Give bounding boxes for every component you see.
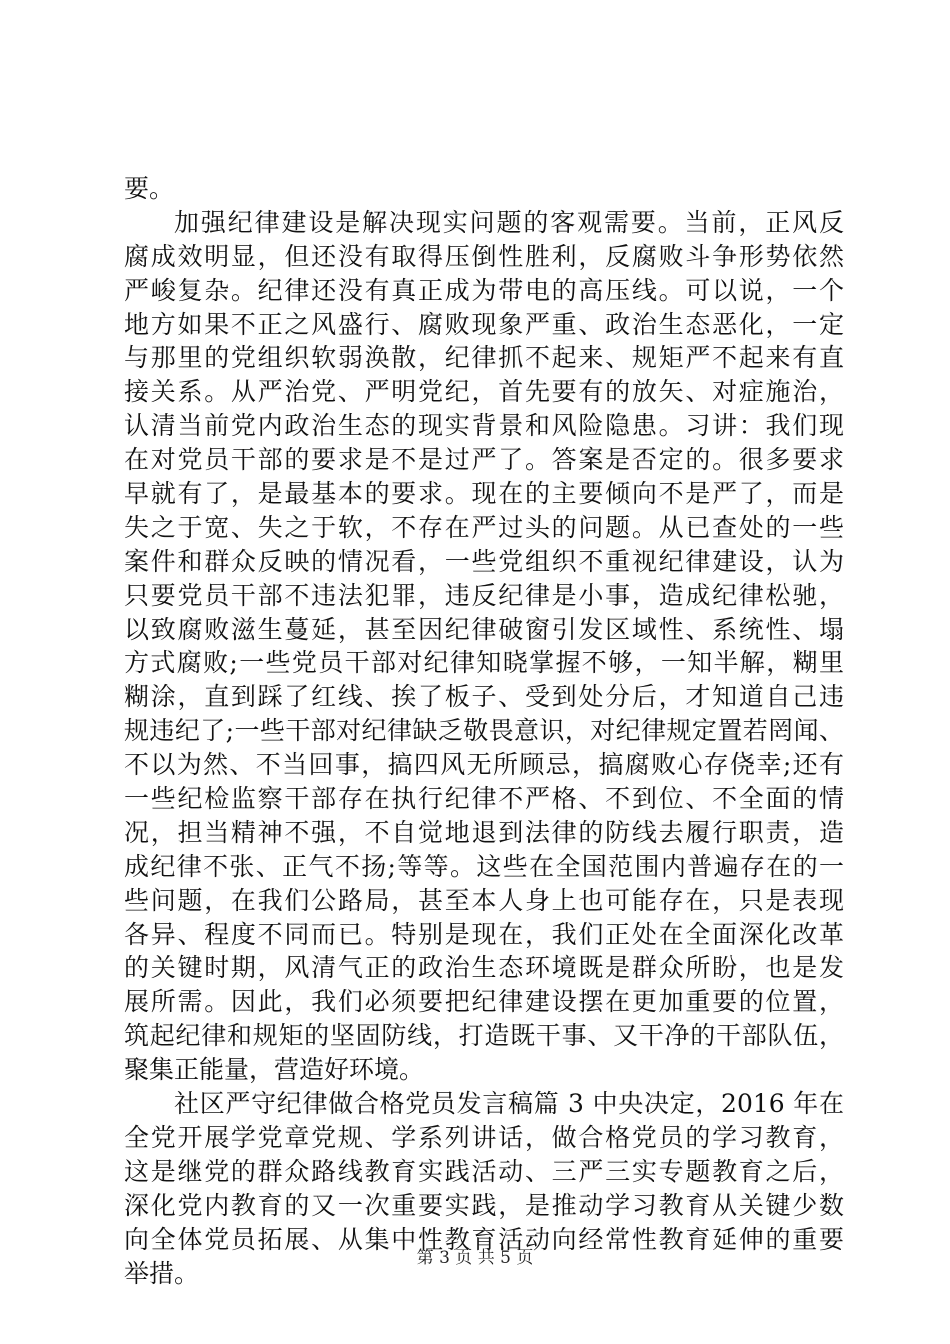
text-line: 成纪律不张、正气不扬;等等。这些在全国范围内普遍存在的一 — [124, 851, 844, 881]
document-body — [124, 172, 844, 1290]
text-line: 在对党员干部的要求是不是过严了。答案是否定的。很多要求 — [124, 445, 844, 475]
text-line: 不以为然、不当回事，搞四风无所顾忌，搞腐败心存侥幸;还有 — [124, 750, 844, 780]
text-line: 失之于宽、失之于软，不存在严过头的问题。从已查处的一些 — [124, 512, 844, 542]
text-line: 一些纪检监察干部存在执行纪律不严格、不到位、不全面的情 — [124, 784, 844, 814]
text-line: 规违纪了;一些干部对纪律缺乏敬畏意识，对纪律规定置若罔闻、 — [124, 716, 844, 746]
text-line: 这是继党的群众路线教育实践活动、三严三实专题教育之后， — [124, 1156, 844, 1186]
page-footer: 第 3 页 共 5 页 — [416, 1248, 534, 1268]
text-line: 严峻复杂。纪律还没有真正成为带电的高压线。可以说，一个 — [124, 275, 844, 305]
text-line: 案件和群众反映的情况看，一些党组织不重视纪律建设，认为 — [124, 546, 844, 576]
text-line: 与那里的党组织软弱涣散，纪律抓不起来、规矩严不起来有直 — [124, 343, 844, 373]
text-line: 方式腐败;一些党员干部对纪律知晓掌握不够，一知半解，糊里 — [124, 648, 844, 678]
text-line: 举措。 — [124, 1258, 200, 1288]
text-line: 接关系。从严治党、严明党纪，首先要有的放矢、对症施治， — [124, 377, 844, 407]
text-line: 认清当前党内政治生态的现实背景和风险隐患。习讲：我们现 — [124, 411, 844, 441]
text-line: 加强纪律建设是解决现实问题的客观需要。当前，正风反 — [174, 207, 844, 237]
text-line: 况，担当精神不强，不自觉地退到法律的防线去履行职责，造 — [124, 817, 844, 847]
text-line: 各异、程度不同而已。特别是现在，我们正处在全面深化改革 — [124, 919, 844, 949]
text-line: 筑起纪律和规矩的坚固防线，打造既干事、又干净的干部队伍， — [124, 1021, 844, 1051]
text-line: 聚集正能量，营造好环境。 — [124, 1055, 425, 1085]
text-line: 深化党内教育的又一次重要实践，是推动学习教育从关键少数 — [124, 1190, 844, 1220]
text-line: 向全体党员拓展、从集中性教育活动向经常性教育延伸的重要 — [124, 1224, 844, 1254]
text-line: 的关键时期，风清气正的政治生态环境既是群众所盼，也是发 — [124, 953, 844, 983]
text-line: 腐成效明显，但还没有取得压倒性胜利，反腐败斗争形势依然 — [124, 241, 844, 271]
text-line: 社区严守纪律做合格党员发言稿篇 3 中央决定，2016 年在 — [174, 1089, 844, 1119]
text-line: 要。 — [124, 174, 175, 203]
text-line: 糊涂，直到踩了红线、挨了板子、受到处分后，才知道自己违 — [124, 682, 844, 712]
text-line: 地方如果不正之风盛行、腐败现象严重、政治生态恶化，一定 — [124, 309, 844, 339]
text-line: 以致腐败滋生蔓延，甚至因纪律破窗引发区域性、系统性、塌 — [124, 614, 844, 644]
text-line: 些问题，在我们公路局，甚至本人身上也可能存在，只是表现 — [124, 885, 844, 915]
text-line: 只要党员干部不违法犯罪，违反纪律是小事，造成纪律松驰， — [124, 580, 844, 610]
text-line: 早就有了，是最基本的要求。现在的主要倾向不是严了，而是 — [124, 479, 844, 509]
text-line: 全党开展学党章党规、学系列讲话，做合格党员的学习教育， — [124, 1122, 844, 1152]
text-line: 展所需。因此，我们必须要把纪律建设摆在更加重要的位置， — [124, 987, 844, 1017]
